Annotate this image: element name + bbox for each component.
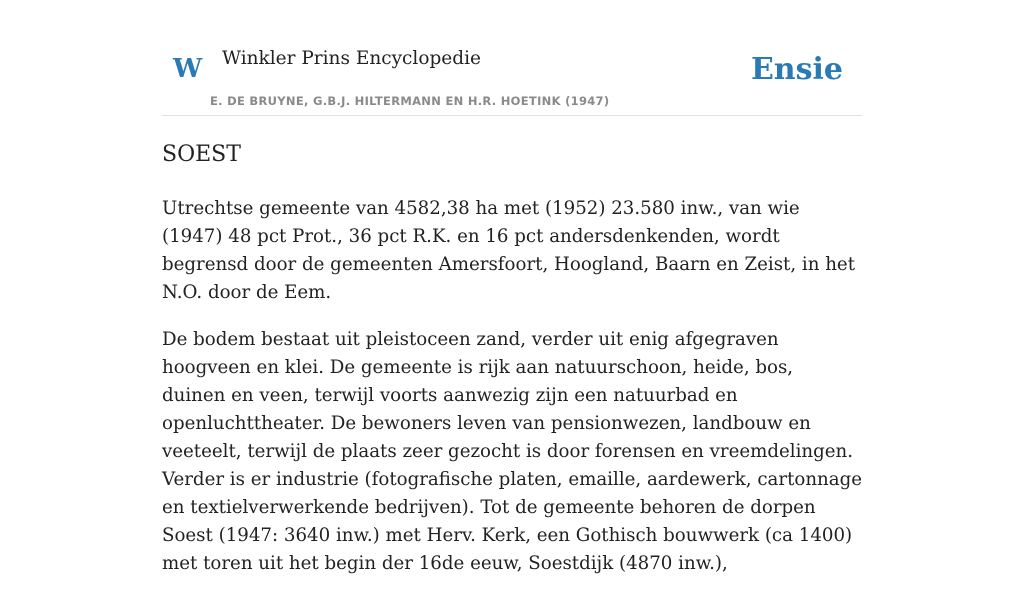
publication-logo[interactable]: W: [173, 54, 203, 84]
article-paragraph: De bodem bestaat uit pleistoceen zand, verder uit enig afgegraven hoogveen en klei. De gemeente is rijk aan natuurschoon, heide, bos, duinen en veen, terwijl voorts aanwezig zijn een natuurbad en openluchttheater. De bewoners leven van pensionwezen, landbouw en veeteelt, terwijl de plaats zeer gezocht is door forensen en vreemdelingen. Verder is er industrie (fotografische platen, emaille, aardewerk, cartonnage en textielverwerkende bedrijven). Tot de gemeente behoren de dorpen Soest (1947: 3640 inw.) met Herv. Kerk, een Gothisch bouwwerk (ca 1400) met toren uit het begin der 16de eeuw, Soestdijk (4870 inw.),: [162, 329, 863, 574]
publication-authors: E. DE BRUYNE, G.B.J. HILTERMANN EN H.R. HOETINK (1947): [210, 94, 610, 108]
article-paragraph: Utrechtse gemeente van 4582,38 ha met (1952) 23.580 inw., van wie (1947) 48 pct Prot., 36 pct R.K. en 16 pct andersdenkenden, wordt begrensd door de gemeenten Amersfoort, Hoogland, Baarn en Zeist, in het N.O. door de Eem.: [162, 198, 856, 303]
brand-logo[interactable]: Ensie: [750, 52, 843, 87]
page-header: [162, 40, 862, 116]
article: [162, 139, 862, 597]
publication-title[interactable]: Winkler Prins Encyclopedie: [222, 48, 481, 69]
article-title: SOEST: [162, 142, 241, 167]
